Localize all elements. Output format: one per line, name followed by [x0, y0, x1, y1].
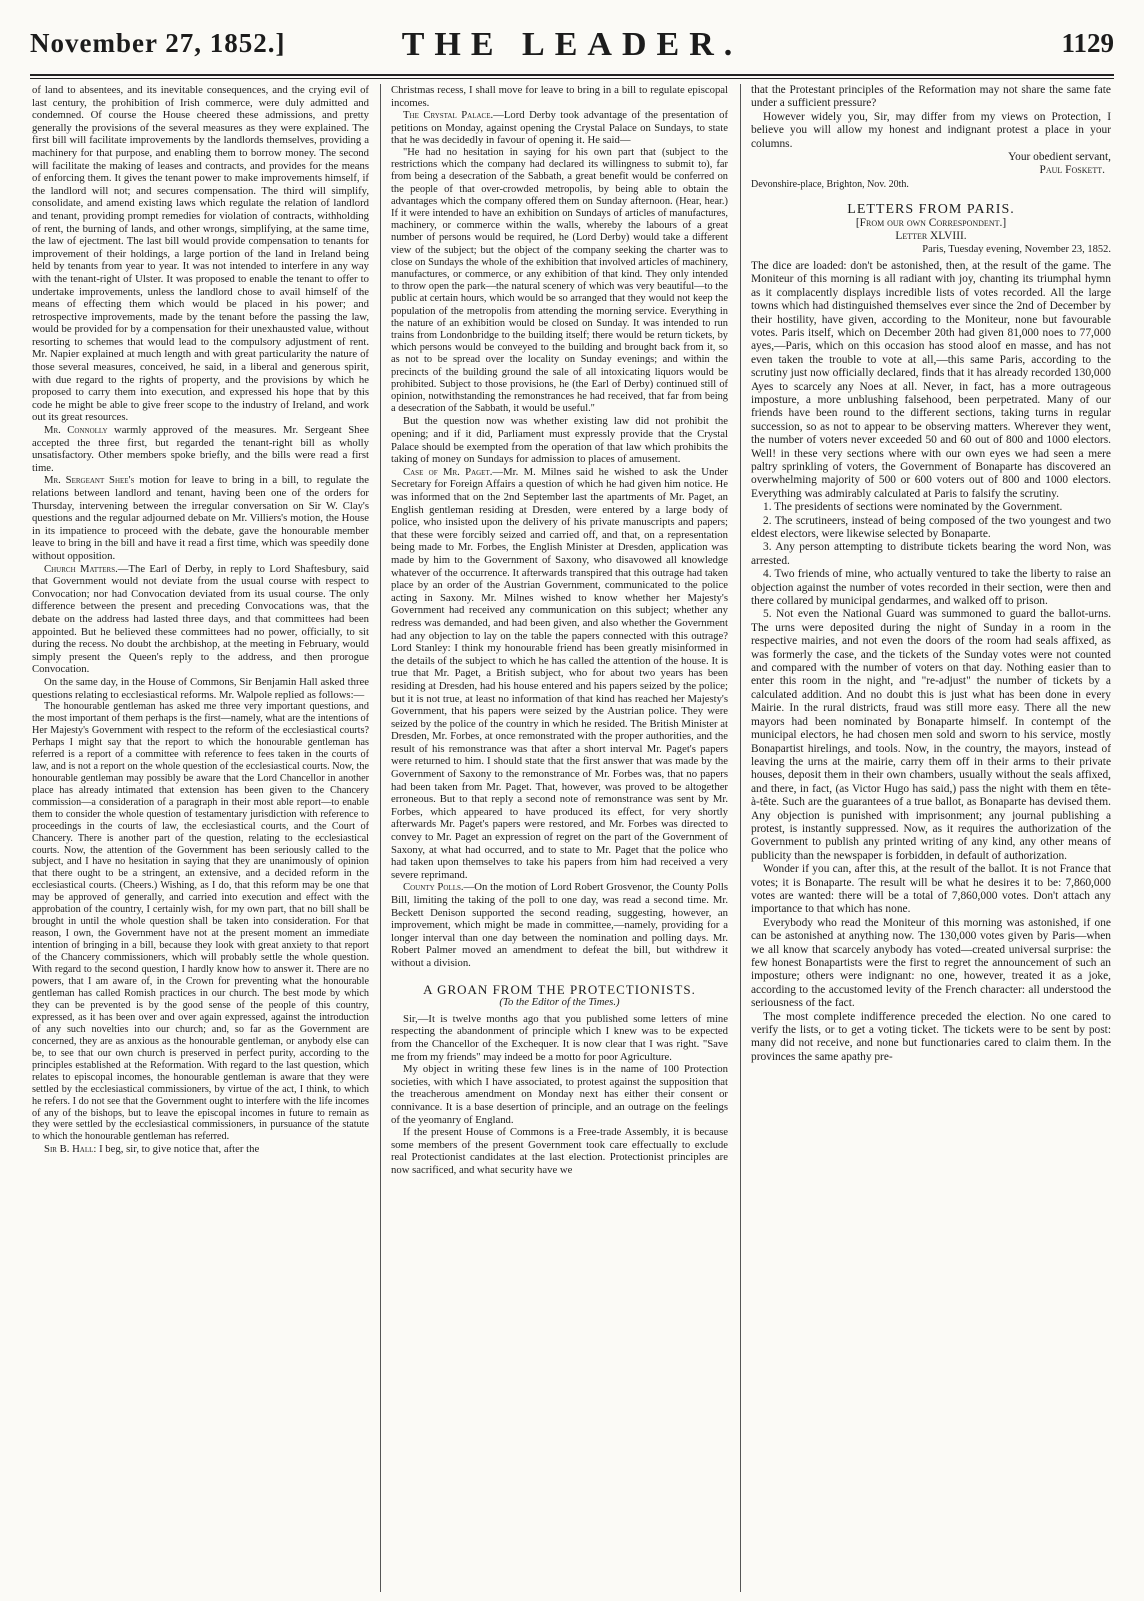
paragraph: of land to absentees, and its inevitable consequences, and the crying evil of last century, the prohibition of Irish commerce, were duly admitted and condemned. Of course the House cheered these admissions, and pretty generally the provisions of the several measures as they were explained. The first bill will facilitate improvements by the landlords themselves, providing a machinery for that purpose, and enabling them to borrow money. The second will facilitate the making of leases and contracts, and provides for the means of enforcing them. It gives the tenant power to make improvements himself, if the landlord will not; and secures compensation. The third will simplify, consolidate, and amend existing laws which regulate the relation of landlord and tenant, providing prompt remedies for violation of contracts, withholding of rent, the burning of lands, and other wrongs, simplifying, at the same time, the law of ejectment. The last bill would provide compensation to tenants for improvement of their holdings, a large portion of the land in Ireland being held by tenants from year to year. It was not intended to interfere in any way with the tenant-right of Ulster. It was proposed to enable the tenant to offer to undertake improvements, unless the landlord chose to avail himself of the means of effecting them which would be placed in his power; and retrospective improvements, made by the tenant before the passing the law, would be provided for by a compensation for their unexhausted value, without resorting to schemes that would lead to the compulsory adjustment of rent. Mr. Napier explained at much length and with great particularity the nature of those several measures, conceived, he said, in a liberal and generous spirit, with due regard to the rights of property, and the provisions by which he proposed to carry them into execution, and expressed his hope that by this code he might be able to give freer scope to the industry of Ireland, and work out its great resources. [32, 84, 369, 424]
paragraph-text: —Mr. M. Milnes said he wished to ask the Under Secretary for Foreign Affairs a question of which he had given him notice. He was informed that on the 2nd September last the apartments of Mr. Paget, an English gentleman residing at Dresden, were entered by a large body of police, who insisted upon the delivery of his private manuscripts and papers; that these were forcibly seized and carried off, and that, on a representation being made to Mr. Forbes, the English Minister at Dresden, application was made by him to the Government of Saxony, who disavowed all knowledge whatever of the occurrence. It afterwards transpired that this outrage had taken place by an order of the Austrian Government, communicated to the police acting in Saxony. Mr. Milnes wished to know whether her Majesty's Government had received any communication on this subject; whether any redress was demanded, and had been given, and also whether the Government had any objection to lay on the table the papers connected with this outrage? Lord Stanley: I think my honourable friend has been greatly misinformed in the details of the subject to which he has called the attention of the house. It is true that Mr. Paget, a British subject, who for about two years has been residing at Dresden, had his house entered and his papers seized by the police; but it is not true, at least no information of that kind has reached her Majesty's Government, that his papers were seized by the Austrian police. They were seized by the police of the country in which he resided. The British Minister at Dresden, Mr. Forbes, at once remonstrated with the proper authorities, and the result of his remonstrance was that after a short interval Mr. Paget's papers were returned to him. I should state that the first answer that was made by the Government of Saxony to the remonstrance of Mr. Forbes was, that no papers had been taken from Mr. Paget. That, however, was proved to be altogether erroneous. But to that reply a second note of remonstrance was sent by Mr. Forbes, which appeared to have produced its effect, for very shortly afterwards Mr. Paget's papers were restored, and Mr. Forbes was directed to convey to Mr. Paget an expression of regret on the part of the Government of Saxony, at what had occurred, and to state to Mr. Paget that the police who had taken upon themselves to take his papers from him had received a very severe reprimand. [391, 465, 728, 881]
article-title-letters-from-paris: LETTERS FROM PARIS. [847, 202, 1015, 218]
list-item: 5. Not even the National Guard was summoned to guard the ballot-urns. The urns were deposited during the night of Sunday in a room in the respective mairies, and not even the doors of the room had seals affixed, as was formerly the case, and the tickets of the Sunday votes were not counted and compared with the number of voters on that day. Nothing easier than to enter this room in the night, and "re-adjust" the number of tickets by a calculated addition. And no doubt this is just what has been done in every Mairie. In the rural districts, fraud was still more easy. There all the new mayors had been nominated by Bonaparte himself. In contempt of the municipal electors, he had chosen men sold and sworn to his service, mostly Bonapartist hirelings, and tools. Now, in the country, the mayors, instead of leaving the urns at the mairie, carry them off in their arms to their private houses, deposit them in their own chambers, usually without the seals affixed, and there, in fact, (as Victor Hugo has said,) pass the night with them en tête-à-tête. Such are the guarantees of a true ballot, as Bonaparte has devised them. Any objection is punished with imprisonment; any journal publishing a protest, is instantly suppressed. Now, as it requires the authorization of the Government to publish any printed writing of any kind, any other means of publicity than the newspaper is forbidden, in default of authorization. [751, 608, 1111, 862]
quoted-speech: "He had no hesitation in saying for his own part that (subject to the restrictions which the company had declared its willingness to submit to), far from being a desecration of the Sabbath, a great benefit would be conferred on the people of that over-crowded metropolis, by being able to obtain the advantages which the company offered them on Sunday afternoon. (Hear, hear.) If it were intended to have an exhibition on Sundays of articles of manufactures, machinery, or commerce within the walls, whereby the labours of a great number of persons would be required, he (Lord Derby) would take a different view of the subject; but the object of the company seeking the charter was to close on Sundays the whole of the exhibition that involved articles of machinery, manufactures, or commerce, or any exhibition of that kind. They only intended to throw open the park—the natural scenery of which was very beautiful—to the public at certain hours, which would be so arranged that they would not keep the population of the metropolis from attending the morning service. Everything in the nature of an exhibition would be closed on Sunday. It was intended to run trains from Londonbridge to the building itself; there would be return tickets, by which persons would be conveyed to the building and brought back from it, so as not to be spread over the locality on Sunday evenings; and within the precincts of the building ground the sale of all intoxicating liquors would be prohibited. Subject to those provisions, he (the Earl of Derby) continued still of opinion, notwithstanding the remonstrances he had received, that far from being a desecration of the Sabbath, it would be useful." [391, 146, 728, 415]
header-rule [30, 74, 1114, 76]
paragraph-lead: Mr. Sergeant Shee's [44, 474, 135, 487]
masthead [30, 28, 1114, 72]
letter-sign-off: Your obedient servant, [1008, 151, 1111, 164]
column-divider [740, 84, 741, 1592]
article-subtitle: (To the Editor of the Times.) [499, 996, 620, 1009]
paragraph [32, 424, 369, 474]
paragraph-text: —On the motion of Lord Robert Grosvenor, the County Polls Bill, limiting the taking of the poll to one day, was read a second time. Mr. Beckett Denison supported the second reading, suggesting, however, an improvement, which might be made in committee,—namely, providing for a longer interval than one day between the nomination and polling days. Mr. Robert Palmer moved an amendment to defeat the bill, but withdrew it without a division. [391, 881, 728, 969]
paragraph-text: —The Earl of Derby, in reply to Lord Shaftesbury, said that Government would not deviate from the usual course with respect to Convocation; nor had Convocation deviated from its usual course. The only difference between the present and preceding Convocations was, that the debate on the address had lasted three days, and that committees had been appointed. But he believed these committees had no power, officially, to sit during the recess. No doubt the archbishop, at the meeting in February, would simply present the Queen's reply to the address, and then prorogue Convocation. [32, 562, 369, 676]
paragraph: Sir,—It is twelve months ago that you published some letters of mine respecting the abandonment of principle which I knew was to be expected from the Chancellor of the Exchequer. It is now clear that I was right. "Save me from my friends" may indeed be a motto for poor Agriculture. [391, 1012, 728, 1063]
paragraph [32, 1143, 369, 1156]
paragraph-text: warmly approved of the measures. Mr. Sergeant Shee accepted the three first, but regarded the tenant-right bill as wholly unsatisfactory. Other members spoke briefly, and the bills were read a first time. [32, 424, 369, 474]
paragraph [391, 109, 728, 147]
paragraph-text: —Lord Derby took advantage of the presentation of petitions on Monday, against opening the Crystal Palace on Sundays, to state that he was decidedly in favour of opening it. He said— [391, 109, 728, 147]
paragraph [391, 881, 728, 969]
list-item: 3. Any person attempting to distribute tickets bearing the word Non, was arrested. [751, 541, 1111, 567]
section-heading-county-polls: County Polls. [403, 881, 464, 894]
dateline: Paris, Tuesday evening, November 23, 1852. [922, 244, 1111, 256]
article-title-groan: A GROAN FROM THE PROTECTIONISTS. [423, 981, 696, 997]
column-2 [391, 84, 728, 1594]
paragraph: However widely you, Sir, may differ from my views on Protection, I believe you will allow my honest and indignant protest a place in your columns. [751, 110, 1111, 150]
paragraph: Christmas recess, I shall move for leave to bring in a bill to regulate episcopal incomes. [391, 84, 728, 109]
paragraph: Everybody who read the Moniteur of this morning was astonished, if one can be astonished at anything now. The 130,000 votes given by Paris—when we all know that scarcely anybody has voted—created universal surprise: the few honest Bonapartists were the first to regret the announcement of such an imposture; others were indignant: no one, however, treated it as a joke, according to the accustomed levity of the French character: all understood the seriousness of the fact. [751, 916, 1111, 1010]
paragraph-lead: Mr. Connolly [44, 424, 108, 437]
paragraph: The most complete indifference preceded the election. No one cared to verify the lists, or to get a voting ticket. The tickets were to be sent by post: many did not receive, and none but functionaries cared to claim them. In the provinces the same apathy pre- [751, 1010, 1111, 1063]
paragraph: Wonder if you can, after this, at the result of the ballot. It is not France that votes; it is Bonaparte. The result will be what he desires it to be: 7,860,000 votes are wanted: there will be a total of 7,860,000 votes. Don't attach any importance to that which has none. [751, 863, 1111, 916]
newspaper-title: THE LEADER. [401, 26, 743, 63]
article-byline: [From our own Correspondent.] [855, 216, 1007, 229]
paragraph [32, 563, 369, 676]
paragraph-text: motion for leave to bring in a bill, to regulate the relations between landlord and tenant, having been one of the orders for Thursday, intervening between the irregular conversation on Sir W. Clay's questions and the regular adjourned debate on Mr. Villiers's motion, the House in its impatience to proceed with the debate, gave the honourable member leave to bring in the bill and have it read a first time, which was speedily done without opposition. [32, 474, 369, 562]
paragraph-lead: Sir B. Hall [44, 1143, 94, 1156]
column-divider [380, 84, 381, 1592]
issue-date: November 27, 1852.] [30, 28, 286, 58]
paragraph: My object in writing these few lines is in the name of 100 Protection societies, with which I have associated, to protest against the supposition that the treacherous amendment on Monday next has either their consent or connivance. It is a base desertion of principle, and an outrage on the feelings of the yeomanry of England. [391, 1063, 728, 1126]
section-heading-church-matters: Church Matters. [44, 562, 118, 575]
quoted-speech: The honourable gentleman has asked me three very important questions, and the most important of them perhaps is the first—namely, what are the intentions of Her Majesty's Government with respect to the reform of the ecclesiastical courts? Perhaps I might say that the report to which the honourable gentleman has referred is a report of a committee with reference to fees taken in the courts of law, and is not a report on the whole question of the ecclesiastical courts. Now, the honourable gentleman may possibly be aware that the Lord Chancellor in another place has already intimated that extension has been given to the Chancery commission—a consideration of a paragraph in their most able report—to enable them to consider the whole question of testamentary jurisdiction with reference to proceedings in the courts of law, the ecclesiastical courts, and the Court of Chancery. There is another part of the question, relating to the ecclesiastical courts. Now, the attention of the Government has been seriously called to the subject, and I have no hesitation in saying that they are unanimously of opinion that there ought to be a stringent, an extensive, and a decided reform in the ecclesiastical courts. (Cheers.) Wishing, as I do, that this reform may be one that may be approved of generally, and carried into execution and effect with the approbation of the country, I certainly wish, for my own part, that no bill shall be brought in until the whole question shall be taken into consideration. For that reason, I own, the Government have not at the present moment an immediate intention of bringing in a bill, because they look with great anxiety to that report of the Chancery commissioners, which will probably settle the whole question. With regard to the second question, I hardly know how to answer it. There are no powers, that I am aware of, in the Crown for preventing what the honourable gentleman has called Romish practices in our church. The best mode by which they can be prevented is by the good sense of the people of this country, expressed, as it has been over and over again expressed, against the introduction of any such novelties into our church; and, so far as the Government are concerned, they are as anxious as the honourable gentleman, or anybody else can be, to see that our own church is preserved in perfect purity, according to the principles established at the Reformation. With regard to the last question, which relates to episcopal incomes, the honourable gentleman is aware that they were settled by the ecclesiastical commissioners, by virtue of the act, I think, to which he refers. I do not see that the Government ought to interfere with the life incomes of any of the bishops, but to leave the episcopal incomes in future to remain as they were settled by the ecclesiastical commissioners, in pursuance of the statute to which the honourable gentleman has referred. [32, 701, 369, 1143]
section-heading-paget: Case of Mr. Paget. [403, 465, 493, 478]
paragraph: If the present House of Commons is a Free-trade Assembly, it is because some members of the present Government took care effectually to exclude real Protectionist candidates at the last election. Protectionist principles are now sacrificed, and what security have we [391, 1126, 728, 1176]
letter-number: Letter XLVIII. [895, 230, 967, 243]
letter-address: Devonshire-place, Brighton, Nov. 20th. [751, 178, 909, 190]
section-heading-crystal-palace: The Crystal Palace. [403, 109, 494, 122]
paragraph: But the question now was whether existing law did not prohibit the opening; and if it did, Parliament must expressly provide that the Crystal Palace should be exempted from the operation of that law which prohibits the taking of money on Sundays for admission to places of amusement. [391, 415, 728, 466]
list-item: 2. The scrutineers, instead of being composed of the two youngest and two eldest electors, were likewise selected by Bonaparte. [751, 514, 1111, 540]
column-3 [751, 84, 1111, 1594]
paragraph [32, 474, 369, 562]
page-number: 1129 [1061, 28, 1114, 58]
header-rule-thin [30, 78, 1114, 79]
column-1 [32, 84, 369, 1594]
paragraph: that the Protestant principles of the Reformation may not share the same fate under a sufficient pressure? [751, 84, 1111, 110]
paragraph [391, 466, 728, 882]
list-item: 1. The presidents of sections were nominated by the Government. [763, 501, 1063, 514]
list-item: 4. Two friends of mine, who actually ventured to take the liberty to raise an objection against the number of votes recorded in their section, were then and there collared by municipal gendarmes, and walked off to prison. [751, 568, 1111, 608]
paragraph: The dice are loaded: don't be astonished, then, at the result of the game. The Moniteur of this morning is all radiant with joy, chanting its triumphal hymn as it complacently displays incredible lists of votes recorded. All the large towns which had distinguished themselves ever since the 2nd of December by their hostility, have given, according to the Moniteur, none but favourable votes. Paris itself, which on December 20th had given 81,000 noes to 77,000 ayes,—Paris, which on this occasion has stood aloof en masse, and has not even taken the trouble to vote at all,—this same Paris, according to the scrutiny just now officially declared, finds that it has already recorded 130,000 Ayes to scarcely any Noes at all. Never, in fact, has a more outrageous imposture, a more unblushing falsehood, been perpetrated. Many of our friends have been round to the different sections, taking turns in regular succession, so as not to appear to be observing matters. Wherever they went, the number of voters never exceeded 50 and 60 out of 800 and 1000 electors. Well! in these very sections where with our own eyes we had seen a mere paltry sprinkling of voters, the Government of Bonaparte has discovered an overwhelming majority of 500 or 600 voters out of 800 and 1000 electors. Everything was admirably calculated at Paris to falsify the scrutiny. [751, 259, 1111, 500]
paragraph-text: : I beg, sir, to give notice that, after the [93, 1143, 260, 1156]
paragraph: On the same day, in the House of Commons, Sir Benjamin Hall asked three questions relating to ecclesiastical reforms. Mr. Walpole replied as follows:— [32, 675, 369, 701]
letter-signature: Paul Foskett. [1039, 164, 1105, 177]
